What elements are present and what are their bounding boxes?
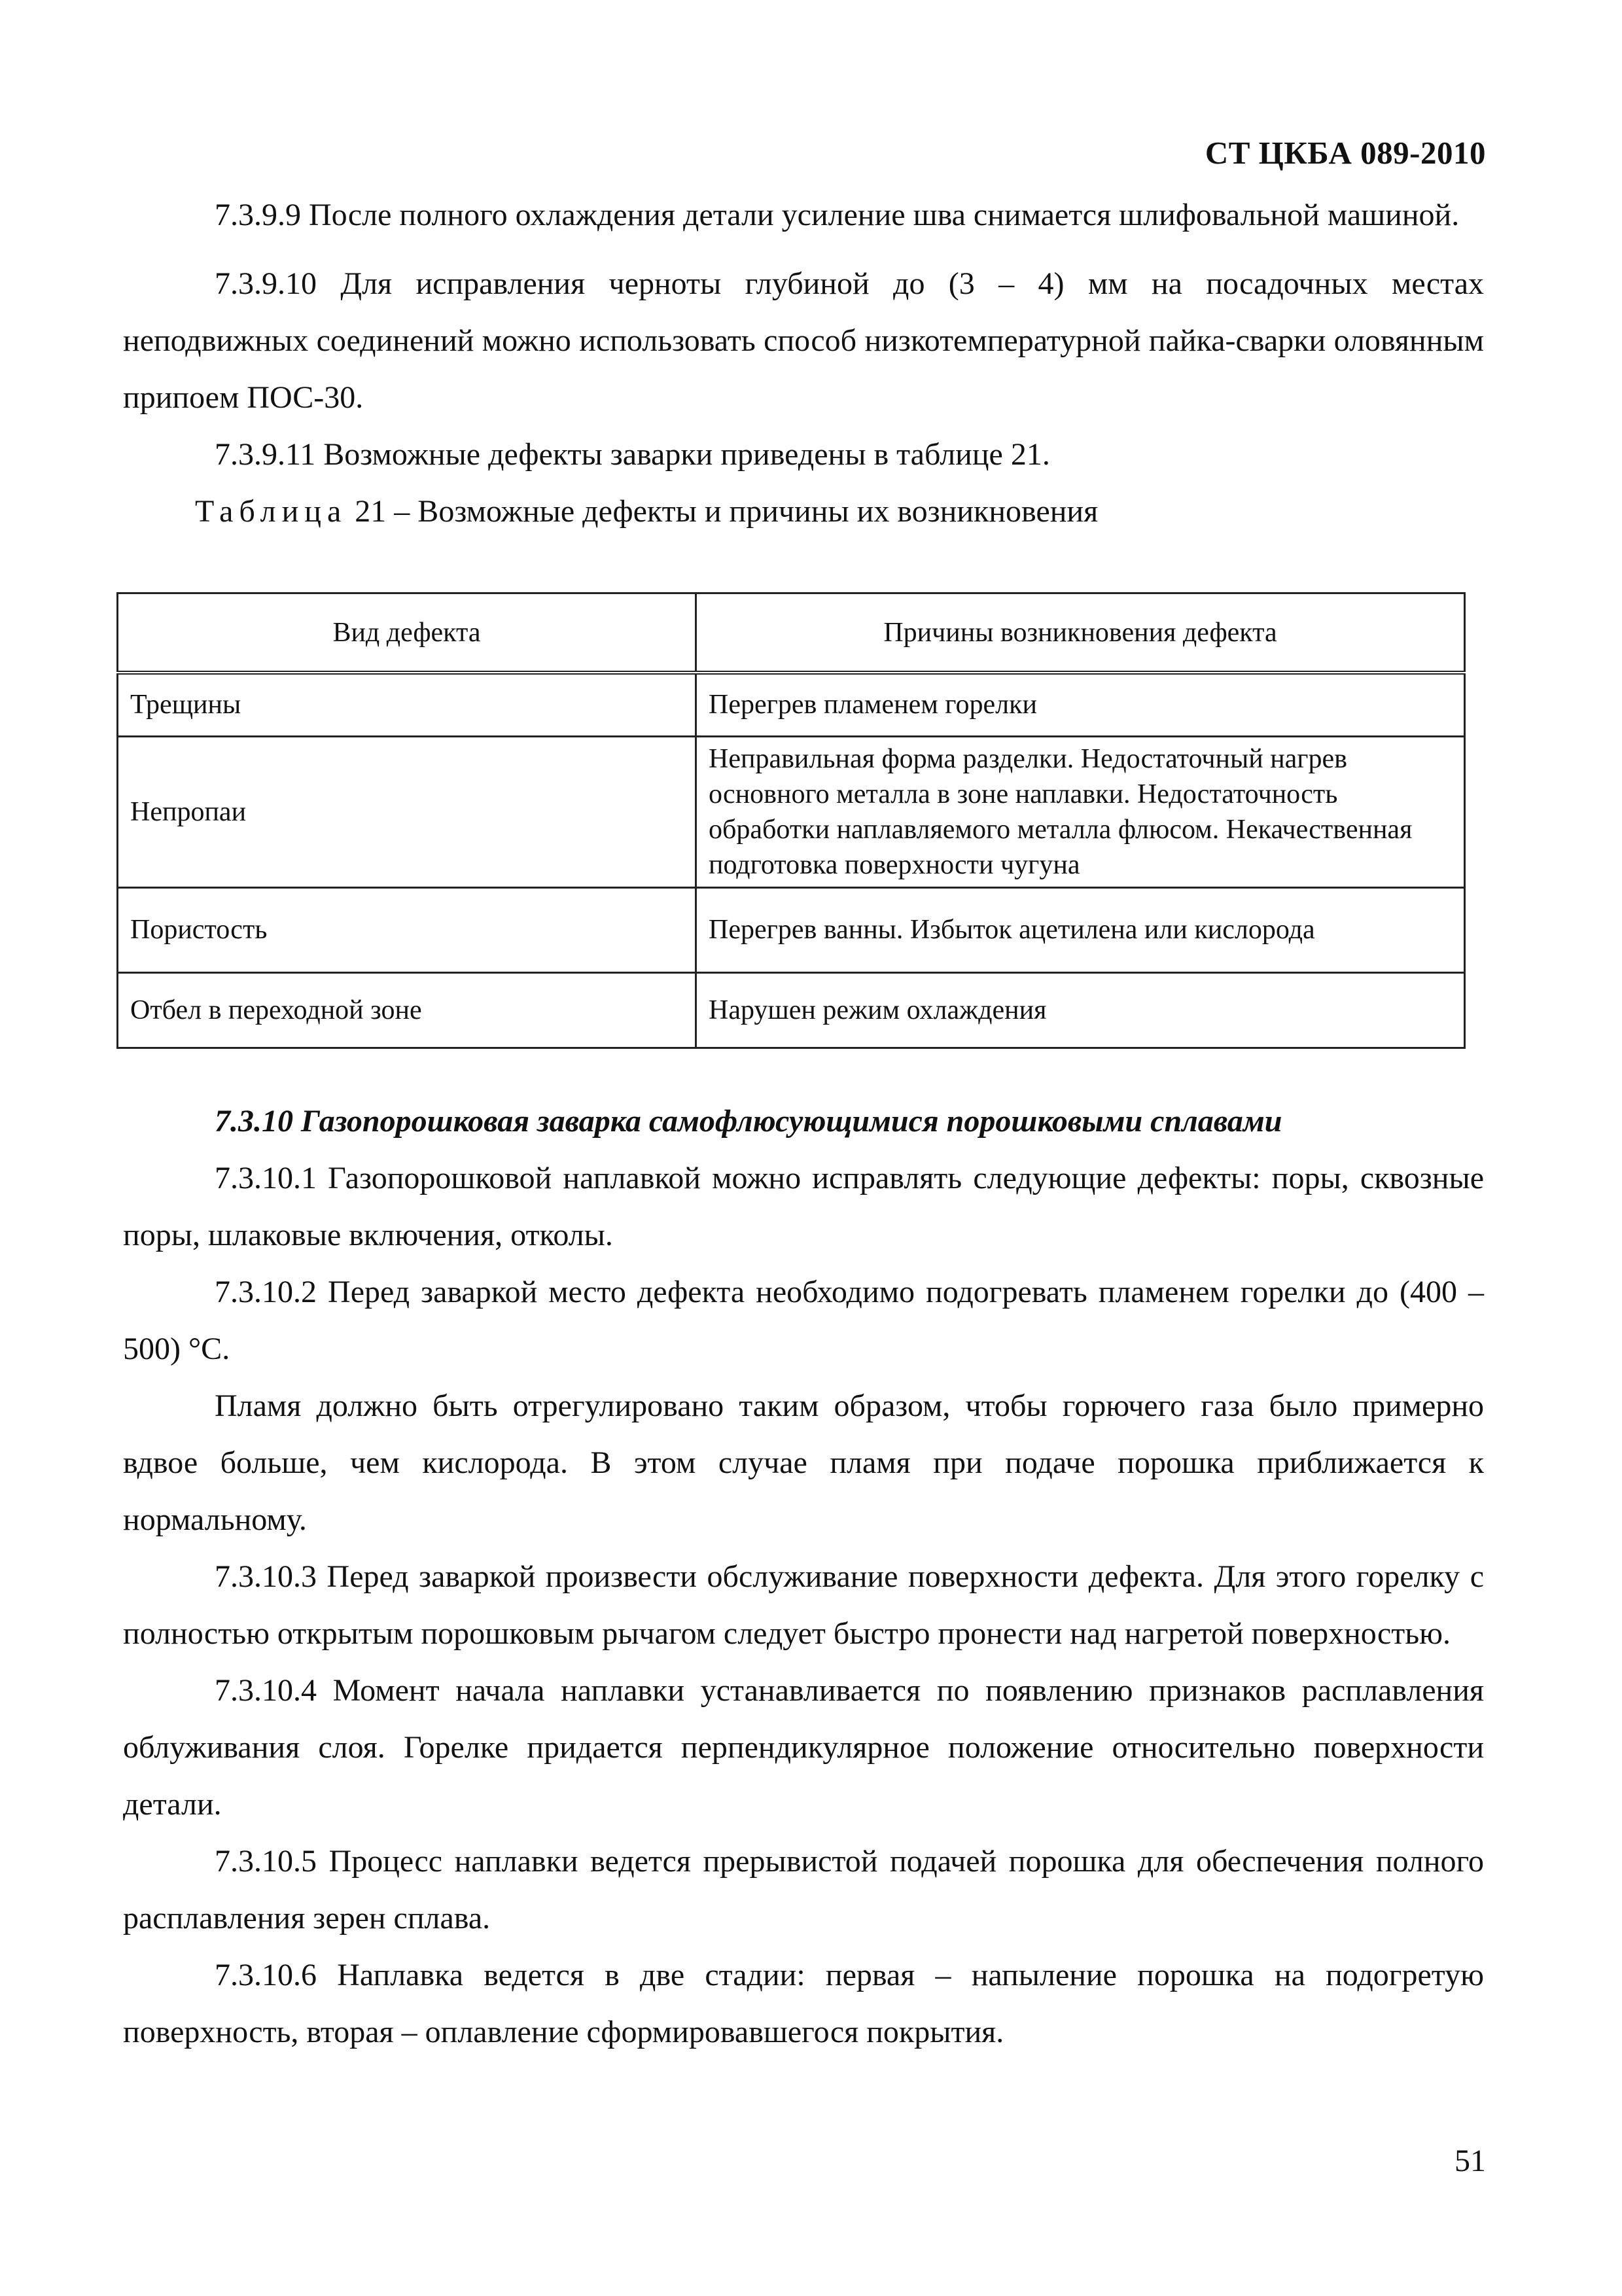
defect-cause-cell: Неправильная форма разделки. Недостаточный нагрев основного металла в зоне наплавки. Недостаточность обработки наплавляемого металла флюсом. Некачественная подготовка поверхности чугуна — [696, 736, 1465, 887]
header-defect-type: Вид дефекта — [118, 593, 696, 673]
paragraph-flame-setting: Пламя должно быть отрегулировано таким образом, чтобы горючего газа было примерно вдвое больше, чем кислорода. В этом случае пламя при подаче порошка приближается к нормальному. — [123, 1388, 1484, 1537]
table-row — [118, 673, 1465, 736]
paragraph-7-3-9-11: 7.3.9.11 Возможные дефекты заварки приведены в таблице 21. — [215, 437, 1050, 472]
body-text-top — [123, 186, 1484, 540]
table-row — [118, 887, 1465, 972]
header-defect-causes: Причины возникновения дефекта — [696, 593, 1465, 673]
table-caption-word: Таблица — [195, 494, 347, 529]
paragraph-7-3-10-5: 7.3.10.5 Процесс наплавки ведется прерывистой подачей порошка для обеспечения полного расплавления зерен сплава. — [123, 1844, 1484, 1935]
paragraph-7-3-10-3: 7.3.10.3 Перед заваркой произвести обслуживание поверхности дефекта. Для этого горелку с полностью открытым порошковым рычагом следует быстро пронести над нагретой поверхностью. — [123, 1559, 1484, 1651]
paragraph-7-3-10-4: 7.3.10.4 Момент начала наплавки устанавливается по появлению признаков расплавления облуживания слоя. Горелке придается перпендикулярное положение относительно поверхности детали. — [123, 1673, 1484, 1822]
defect-cause-cell: Перегрев ванны. Избыток ацетилена или кислорода — [696, 887, 1465, 972]
paragraph-7-3-10-2: 7.3.10.2 Перед заваркой место дефекта необходимо подогревать пламенем горелки до (400 – 500) °С. — [123, 1275, 1484, 1366]
page-number: 51 — [1455, 2144, 1486, 2178]
section-7-3-10 — [123, 1093, 1484, 2060]
defect-type-cell: Отбел в переходной зоне — [118, 972, 696, 1048]
paragraph-7-3-9-9: 7.3.9.9 После полного охлаждения детали усиление шва снимается шлифовальной машиной. — [215, 198, 1460, 232]
defect-type-cell: Трещины — [118, 673, 696, 736]
defect-cause-cell: Нарушен режим охлаждения — [696, 972, 1465, 1048]
paragraph-7-3-10-1: 7.3.10.1 Газопорошковой наплавкой можно исправлять следующие дефекты: поры, сквозные поры, шлаковые включения, отколы. — [123, 1161, 1484, 1252]
defect-cause-cell: Перегрев пламенем горелки — [696, 673, 1465, 736]
table-header-row — [118, 593, 1465, 673]
table-row — [118, 972, 1465, 1048]
defect-type-cell: Непропаи — [118, 736, 696, 887]
paragraph-7-3-10-6: 7.3.10.6 Наплавка ведется в две стадии: первая – напыление порошка на подогретую поверхность, вторая – оплавление сформировавшегося покрытия. — [123, 1958, 1484, 2049]
table-caption-text: 21 – Возможные дефекты и причины их возникновения — [347, 494, 1099, 529]
table-row — [118, 736, 1465, 887]
table-caption — [123, 483, 1484, 540]
section-heading: 7.3.10 Газопорошковая заварка самофлюсующимися порошковыми сплавами — [215, 1104, 1282, 1139]
defect-type-cell: Пористость — [118, 887, 696, 972]
paragraph-7-3-9-10: 7.3.9.10 Для исправления черноты глубиной до (3 – 4) мм на посадочных местах неподвижных соединений можно использовать способ низкотемпературной пайка-сварки оловянным припоем ПОС-30. — [123, 266, 1484, 415]
defects-table — [116, 592, 1466, 1049]
document-code-header: СТ ЦКБА 089-2010 — [1205, 135, 1486, 171]
